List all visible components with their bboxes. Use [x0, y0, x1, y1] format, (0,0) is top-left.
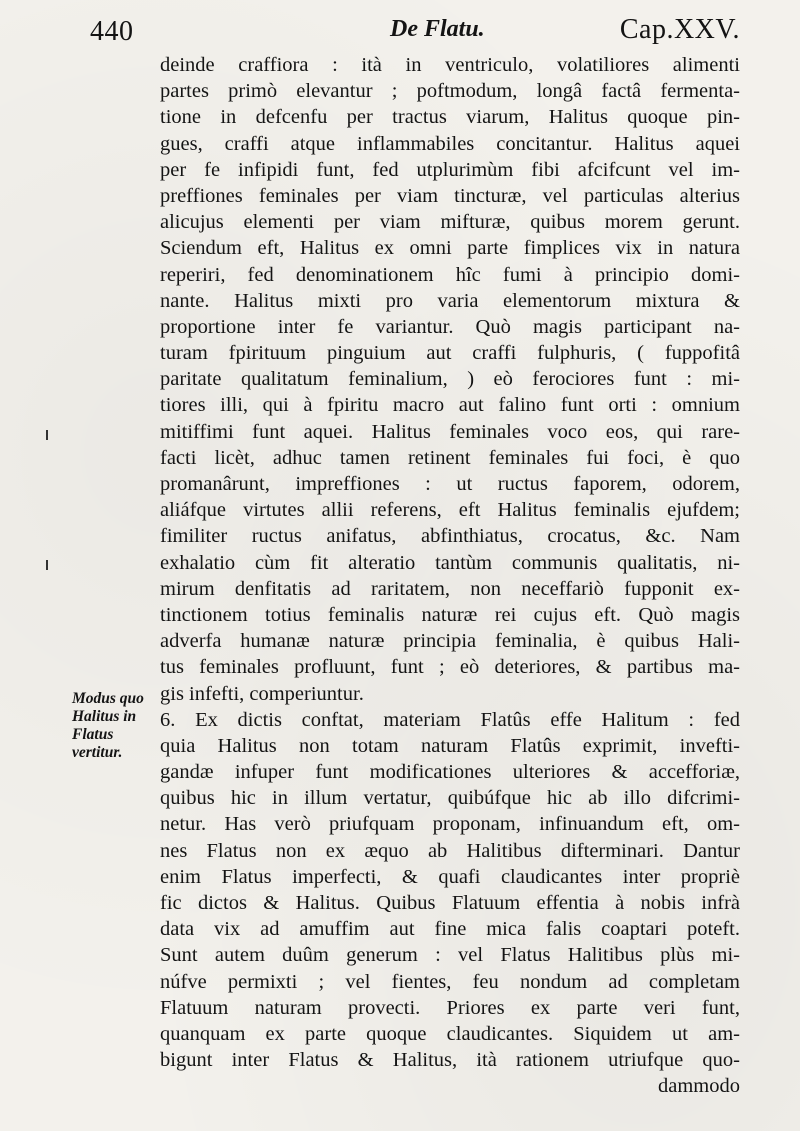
text-line: facti licèt, adhuc tamen retinent feminales fui foci, è quo — [160, 446, 740, 469]
text-line: quia Halitus non totam naturam Flatûs exprimit, invefti- — [160, 734, 740, 757]
text-line: tus feminales profluunt, funt ; eò deteriores, & partibus ma- — [160, 656, 740, 679]
page-number: 440 — [90, 16, 134, 47]
text-line: Sciendum eft, Halitus ex omni parte fimplices vix in natura — [160, 237, 740, 260]
margin-mark — [46, 560, 48, 570]
margin-note-line: Modus quo — [72, 690, 144, 707]
text-line: núfve permixti ; vel fientes, feu nondum ad completam — [160, 970, 740, 993]
text-line: tione in defcenfu per tractus viarum, Halitus quoque pin- — [160, 106, 740, 129]
text-line: nante. Halitus mixti pro varia elementorum mixtura & — [160, 289, 740, 312]
text-line: 6. Ex dictis conftat, materiam Flatûs effe Halitum : fed — [160, 708, 740, 731]
text-line: exhalatio cùm fit alteratio tantùm communis qualitatis, ni- — [160, 551, 740, 574]
page-header — [90, 8, 740, 54]
text-line: paritate qualitatum feminalium, ) eò ferociores funt : mi- — [160, 368, 740, 391]
text-line: preffiones feminales per viam tincturæ, vel particulas alterius — [160, 184, 740, 207]
text-line: deinde craffiora : ità in ventriculo, volatiliores alimenti — [160, 54, 740, 76]
text-line: quibus hic in illum vertatur, quibúfque hic ab illo difcrimi- — [160, 787, 740, 810]
text-line: quanquam ex parte quoque claudicantes. Siquidem ut am- — [160, 1022, 740, 1045]
text-line: data vix ad amuffim aut fine mica falis coaptari poteft. — [160, 918, 740, 941]
text-line: nes Flatus non ex æquo ab Halitibus difterminari. Dantur — [160, 839, 740, 862]
text-line: alicujus elementi per viam mifturæ, quibus morem gerunt. — [160, 211, 740, 234]
text-line: enim Flatus imperfecti, & quafi claudicantes inter propriè — [160, 865, 740, 888]
text-line: proportione inter fe variantur. Quò magis participant na- — [160, 315, 740, 338]
text-line: tinctionem totius feminalis naturæ rei cujus eft. Quò magis — [160, 603, 740, 626]
margin-mark — [46, 430, 48, 440]
margin-note-line: Halitus in — [72, 708, 137, 725]
text-line: gues, craffi atque inflammabiles concitantur. Halitus aquei — [160, 132, 740, 155]
text-line: promanârunt, impreffiones : ut ructus faporem, odorem, — [160, 473, 740, 495]
catchword: dammodo — [658, 1075, 740, 1098]
text-line: gandæ infuper funt modificationes ulteriores & accefforiæ, — [160, 761, 740, 784]
text-line: tiores illi, qui à fpiritu macro aut falino funt orti : omnium — [160, 394, 740, 417]
margin-note-line: Flatus — [72, 726, 114, 743]
text-line: fimiliter ructus anifatus, abfinthiatus, crocatus, &c. Nam — [160, 525, 740, 548]
text-line: gis infefti, comperiuntur. — [160, 682, 364, 705]
margin-note-line: vertitur. — [72, 744, 123, 761]
main-text-block — [160, 52, 740, 1100]
text-line: mirum denfitatis ad raritatem, non neceffariò fupponit ex- — [160, 577, 740, 600]
text-line: partes primò elevantur ; poftmodum, longâ factâ fermenta- — [160, 80, 740, 103]
text-line: mitiffimi funt aquei. Halitus feminales voco eos, qui rare- — [160, 420, 740, 443]
text-line: fic dictos & Halitus. Quibus Flatuum effentia à nobis infrà — [160, 892, 740, 914]
text-line: netur. Has verò priufquam proponam, infinuandum eft, om- — [160, 813, 740, 836]
running-title: De Flatu. — [390, 16, 485, 42]
text-line: Flatuum naturam provecti. Priores ex parte veri funt, — [160, 996, 740, 1019]
text-line: adverfa humanæ naturæ principia feminalia, è quibus Hali- — [160, 630, 740, 653]
text-line: per fe infipidi funt, fed utplurimùm fibi afcifcunt vel im- — [160, 158, 740, 181]
text-line: bigunt inter Flatus & Halitus, ità rationem utriufque quo- — [160, 1049, 740, 1072]
margin-note — [72, 690, 164, 762]
text-line: turam fpirituum pinguium aut craffi fulphuris, ( fuppofitâ — [160, 342, 740, 365]
text-line: aliáfque virtutes allii referens, eft Halitus feminalis ejufdem; — [160, 499, 740, 522]
show-through-text — [96, 108, 100, 126]
text-line: Sunt autem duûm generum : vel Flatus Halitibus plùs mi- — [160, 944, 740, 967]
text-line: reperiri, fed denominationem hîc fumi à principio domi- — [160, 263, 740, 286]
chapter-label: Cap.XXV. — [619, 14, 740, 45]
